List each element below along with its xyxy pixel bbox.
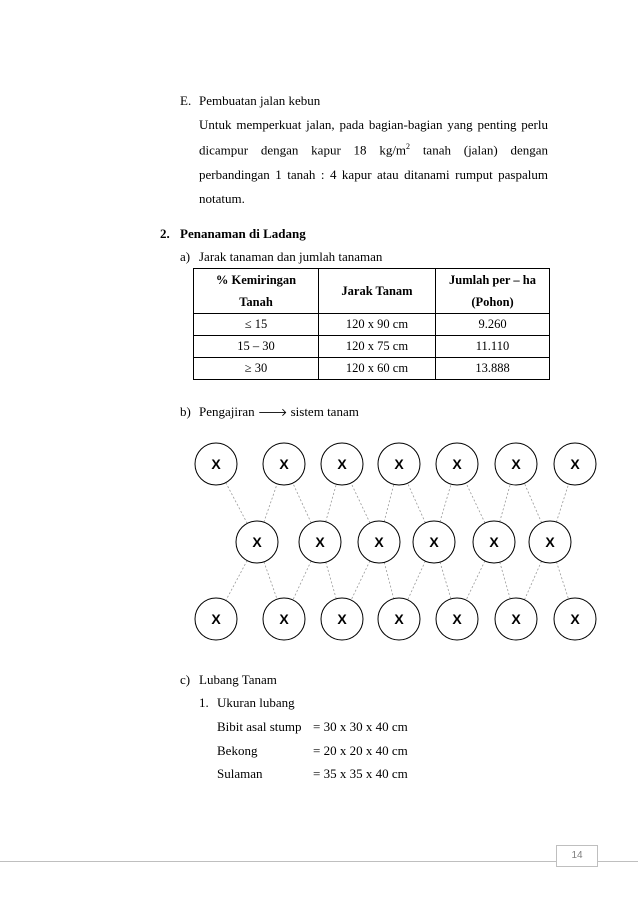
plant-node-label: X: [252, 534, 262, 550]
arrow-right-icon: 🡒: [257, 406, 288, 419]
plant-node-label: X: [337, 611, 347, 627]
hole-item-value: = 20 x 20 x 40 cm: [313, 743, 408, 758]
connector-line: [293, 561, 311, 600]
plant-node-label: X: [211, 611, 221, 627]
header-slope: % Kemiringan Tanah: [194, 269, 319, 314]
header-spacing: Jarak Tanam: [319, 269, 436, 314]
header-count: Jumlah per – ha (Pohon): [436, 269, 550, 314]
connector-line: [264, 484, 277, 522]
sub-c-label: c): [180, 672, 191, 687]
plant-node: [195, 443, 237, 485]
plant-node-label: X: [511, 611, 521, 627]
section-e-label: E.: [180, 93, 192, 108]
plant-node-label: X: [511, 456, 521, 472]
connector-line: [500, 484, 511, 522]
section-e-title: Pembuatan jalan kebun: [199, 93, 321, 108]
plant-node: [263, 598, 305, 640]
table-cell: 11.110: [436, 336, 550, 358]
table-cell: ≥ 30: [194, 358, 319, 380]
plant-node: [495, 443, 537, 485]
connector-line: [524, 483, 541, 522]
plant-node: [378, 598, 420, 640]
plant-node-label: X: [279, 611, 289, 627]
connector-line: [408, 483, 426, 523]
plant-node: [378, 443, 420, 485]
plant-node: [195, 598, 237, 640]
section-e-line-2: dicampur dengan kapur 18 $kg/m^2$ tanah (jalan) dengan: [199, 142, 548, 158]
table-cell: 120 x 90 cm: [319, 314, 436, 336]
connector-line: [440, 562, 451, 599]
connector-line: [326, 484, 337, 522]
sub-a-label: a): [180, 249, 191, 264]
table-cell: 120 x 75 cm: [319, 336, 436, 358]
table-cell: ≤ 15: [194, 314, 319, 336]
plant-node: [554, 443, 596, 485]
hole-item-name: Sulaman: [217, 766, 263, 781]
plant-node-label: X: [279, 456, 289, 472]
plant-node: [236, 521, 278, 563]
plant-node-label: X: [452, 456, 462, 472]
connector-line: [351, 561, 370, 600]
sub-b-title: Pengajiran 🡒 sistem tanam: [199, 404, 359, 419]
connector-line: [524, 561, 541, 600]
plant-node-label: X: [394, 611, 404, 627]
table-cell: 13.888: [436, 358, 550, 380]
plant-node-label: X: [315, 534, 325, 550]
plant-node: [436, 443, 478, 485]
plant-node: [321, 443, 363, 485]
connector-line: [440, 484, 451, 522]
hole-size-label: 1.: [199, 695, 209, 710]
connector-line: [384, 562, 393, 598]
connector-line: [264, 562, 277, 599]
connector-line: [556, 484, 568, 522]
plant-node-label: X: [394, 456, 404, 472]
hole-size-title: Ukuran lubang: [217, 695, 295, 710]
sub-b-label: b): [180, 404, 191, 419]
section-e-line-4: notatum.: [199, 191, 245, 206]
connector-line: [226, 483, 247, 524]
plant-node: [473, 521, 515, 563]
plant-node-label: X: [545, 534, 555, 550]
page-number: 14: [556, 845, 598, 867]
plant-node-label: X: [570, 456, 580, 472]
sub-a-title: Jarak tanaman dan jumlah tanaman: [199, 249, 383, 264]
hole-item-name: Bibit asal stump: [217, 719, 302, 734]
section-e-line-3: perbandingan 1 tanah : 4 kapur atau ditanami rumput paspalum: [199, 167, 548, 182]
hole-item-name: Bekong: [217, 743, 258, 758]
table-cell: 120 x 60 cm: [319, 358, 436, 380]
plant-node: [358, 521, 400, 563]
connector-line: [408, 561, 426, 600]
plant-node: [554, 598, 596, 640]
connector-line: [384, 484, 394, 521]
plant-node: [436, 598, 478, 640]
plant-node-label: X: [429, 534, 439, 550]
connector-line: [293, 483, 311, 523]
plant-node: [299, 521, 341, 563]
connector-line: [466, 483, 485, 523]
hole-item-value: = 30 x 30 x 40 cm: [313, 719, 408, 734]
table-cell: 15 – 30: [194, 336, 319, 358]
section-e-line-1: Untuk memperkuat jalan, pada bagian-bagian yang penting perlu: [199, 117, 548, 132]
plant-node-label: X: [211, 456, 221, 472]
connector-line: [326, 562, 336, 599]
section-2-number: 2.: [160, 226, 170, 241]
plant-node-label: X: [452, 611, 462, 627]
footer-divider: [0, 861, 638, 862]
connector-line: [226, 561, 247, 601]
plant-node-label: X: [374, 534, 384, 550]
plant-node-label: X: [337, 456, 347, 472]
plant-node: [321, 598, 363, 640]
section-2-title: Penanaman di Ladang: [180, 226, 306, 241]
plant-node: [413, 521, 455, 563]
plant-node: [263, 443, 305, 485]
plant-node-label: X: [489, 534, 499, 550]
plant-node: [529, 521, 571, 563]
sub-c-title: Lubang Tanam: [199, 672, 277, 687]
table-cell: 9.260: [436, 314, 550, 336]
connector-line: [556, 562, 568, 599]
connector-line: [500, 562, 510, 599]
hole-item-value: = 35 x 35 x 40 cm: [313, 766, 408, 781]
plant-node: [495, 598, 537, 640]
connector-line: [466, 561, 485, 600]
plant-node-label: X: [570, 611, 580, 627]
connector-line: [351, 483, 370, 523]
